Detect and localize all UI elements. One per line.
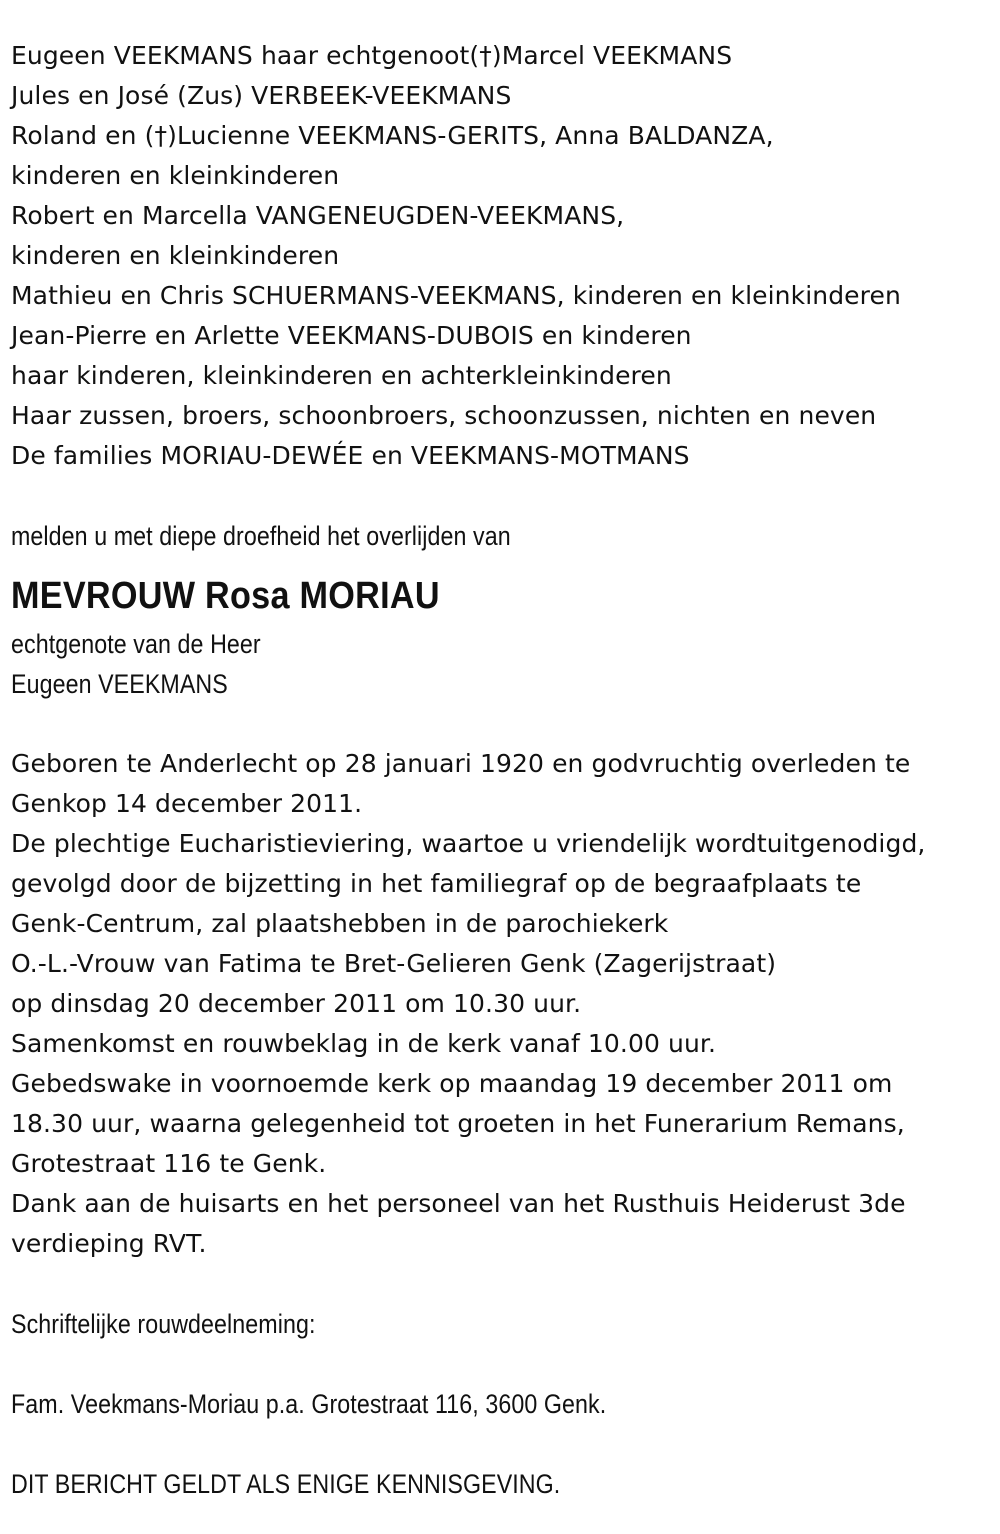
- condolence-label-line: [11, 1304, 996, 1344]
- details-line: O.-L.-Vrouw van Fatima te Bret-Gelieren Genk (Zagerijstraat): [11, 949, 777, 978]
- closing-line: [11, 1464, 996, 1504]
- details-line: Samenkomst en rouwbeklag in de kerk vanaf 10.00 uur.: [11, 1029, 717, 1058]
- condolence-label: Schriftelijke rouwdeelneming:: [11, 1309, 316, 1339]
- family-line: Jules en José (Zus) VERBEEK-VEEKMANS: [11, 81, 512, 110]
- deceased-name-line: [11, 572, 996, 620]
- spacer: [11, 1264, 996, 1304]
- relation-line: [11, 624, 996, 664]
- details-block: [11, 744, 996, 1264]
- family-line: kinderen en kleinkinderen: [11, 161, 340, 190]
- details-line: gevolgd door de bijzetting in het familiegraf op de begraafplaats te: [11, 869, 862, 898]
- spacer: [11, 704, 996, 744]
- spacer: [11, 1424, 996, 1464]
- condolence-address: Fam. Veekmans-Moriau p.a. Grotestraat 116, 3600 Genk.: [11, 1389, 607, 1419]
- family-list: [11, 36, 996, 476]
- family-line: Haar zussen, broers, schoonbroers, schoonzussen, nichten en neven: [11, 401, 877, 430]
- details-line: Grotestraat 116 te Genk.: [11, 1149, 327, 1178]
- announcement-text: melden u met diepe droefheid het overlijden van: [11, 521, 511, 551]
- obituary-notice: [11, 36, 996, 1504]
- family-line: Eugeen VEEKMANS haar echtgenoot(†)Marcel VEEKMANS: [11, 41, 733, 70]
- relation-text: echtgenote van de Heer: [11, 629, 261, 659]
- spacer: [11, 476, 996, 516]
- details-line: verdieping RVT.: [11, 1229, 207, 1258]
- details-line: De plechtige Eucharistieviering, waartoe u vriendelijk wordtuitgenodigd,: [11, 829, 926, 858]
- family-line: kinderen en kleinkinderen: [11, 241, 340, 270]
- family-line: Mathieu en Chris SCHUERMANS-VEEKMANS, kinderen en kleinkinderen: [11, 281, 901, 310]
- spacer: [11, 1344, 996, 1384]
- family-line: Robert en Marcella VANGENEUGDEN-VEEKMANS,: [11, 201, 625, 230]
- relation-line: [11, 664, 996, 704]
- family-line: haar kinderen, kleinkinderen en achterkleinkinderen: [11, 361, 672, 390]
- details-line: Gebedswake in voornoemde kerk op maandag 19 december 2011 om: [11, 1069, 893, 1098]
- condolence-address-line: [11, 1384, 996, 1424]
- family-line: De families MORIAU-DEWÉE en VEEKMANS-MOTMANS: [11, 441, 690, 470]
- family-line: Jean-Pierre en Arlette VEEKMANS-DUBOIS en kinderen: [11, 321, 692, 350]
- details-line: Genk-Centrum, zal plaatshebben in de parochiekerk: [11, 909, 669, 938]
- details-line: op dinsdag 20 december 2011 om 10.30 uur.: [11, 989, 582, 1018]
- details-line: Geboren te Anderlecht op 28 januari 1920 en godvruchtig overleden te: [11, 749, 911, 778]
- deceased-name: MEVROUW Rosa MORIAU: [11, 575, 440, 617]
- spouse-name: Eugeen VEEKMANS: [11, 669, 228, 699]
- closing-text: DIT BERICHT GELDT ALS ENIGE KENNISGEVING.: [11, 1469, 561, 1499]
- details-line: 18.30 uur, waarna gelegenheid tot groeten in het Funerarium Remans,: [11, 1109, 905, 1138]
- details-line: Dank aan de huisarts en het personeel van het Rusthuis Heiderust 3de: [11, 1189, 906, 1218]
- announcement-line: [11, 516, 996, 556]
- details-line: Genkop 14 december 2011.: [11, 789, 363, 818]
- family-line: Roland en (†)Lucienne VEEKMANS-GERITS, Anna BALDANZA,: [11, 121, 774, 150]
